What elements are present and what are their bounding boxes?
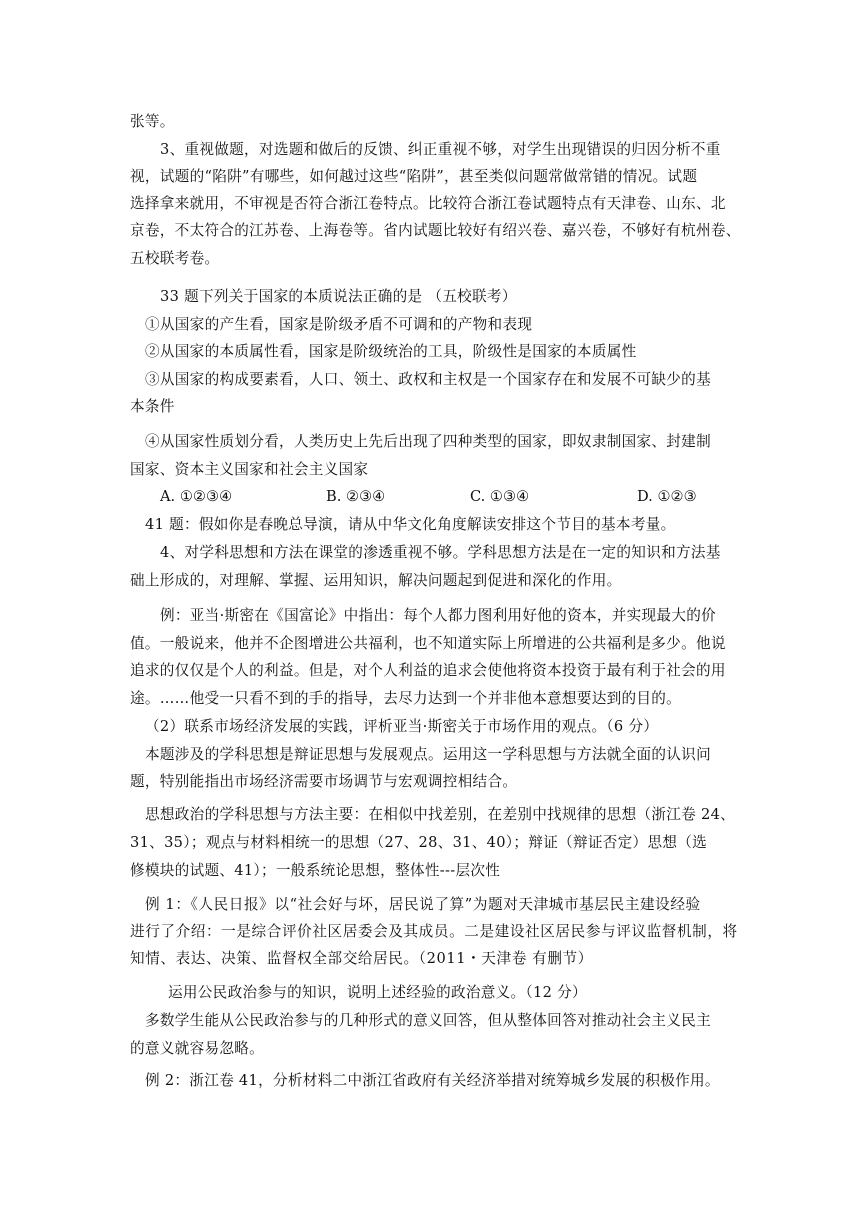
text-line: ④从国家性质划分看，人类历史上先后出现了四种类型的国家，即奴隶制国家、封建制: [145, 433, 711, 450]
text-line: 修模块的试题、41）；一般系统论思想，整体性---层次性: [130, 862, 501, 879]
text-line: 多数学生能从公民政治参与的几种形式的意义回答，但从整体回答对推动社会主义民主: [145, 1012, 711, 1029]
option-a: A. ①②③④: [160, 488, 233, 505]
text-line: 进行了介绍：一是综合评价社区居委会及其成员。二是建设社区居民参与评议监督机制，将: [130, 923, 738, 940]
text-line: 五校联考卷。: [130, 250, 220, 267]
text-line: 例 2：浙江卷 41，分析材料二中浙江省政府有关经济举措对统筹城乡发展的积极作用。: [145, 1072, 720, 1089]
option-c: C. ①③④: [470, 488, 530, 505]
text-line: 本题涉及的学科思想是辩证思想与发展观点。运用这一学科思想与方法就全面的认识问: [145, 746, 711, 763]
text-line: （2）联系市场经济发展的实践，评析亚当·斯密关于市场作用的观点。（6 分）: [145, 718, 659, 735]
text-line: 运用公民政治参与的知识，说明上述经验的政治意义。（12 分）: [168, 984, 587, 1001]
text-line: 例 1：《人民日报》以“社会好与坏，居民说了算”为题对天津城市基层民主建设经验: [145, 896, 701, 913]
text-line: 思想政治的学科思想与方法主要：在相似中找差别，在差别中找规律的思想（浙江卷 24、: [145, 806, 736, 823]
text-line: 国家、资本主义国家和社会主义国家: [130, 461, 369, 478]
text-line: 41 题：假如你是春晚总导演，请从中华文化角度解读安排这个节目的基本考量。: [145, 516, 676, 533]
text-line: 例：亚当·斯密在《国富论》中指出：每个人都力图利用好他的资本，并实现最大的价: [160, 607, 717, 624]
text-line: 视，试题的“陷阱”有哪些，如何越过这些“陷阱”，甚至类似问题常做常错的情况。试题: [130, 168, 698, 185]
text-line: 知情、表达、决策、监督权全部交给居民。（2011・天津卷 有删节）: [130, 950, 593, 967]
text-line: 础上形成的，对理解、掌握、运用知识，解决问题起到促进和深化的作用。: [130, 572, 622, 589]
text-line: 张等。: [130, 113, 175, 130]
text-line: 京卷，不太符合的江苏卷、上海卷等。省内试题比较好有绍兴卷、嘉兴卷，不够好有杭州卷、: [130, 222, 741, 239]
text-line: 本条件: [130, 398, 175, 415]
text-line: 3、重视做题，对选题和做后的反馈、纠正重视不够，对学生出现错误的归因分析不重: [160, 141, 721, 158]
option-d: D. ①②③: [637, 488, 697, 505]
option-b: B. ②③④: [326, 488, 386, 505]
answer-options: [160, 487, 720, 507]
text-line: 4、对学科思想和方法在课堂的渗透重视不够。学科思想方法是在一定的知识和方法基: [160, 544, 721, 561]
text-line: 选择拿来就用，不审视是否符合浙江卷特点。比较符合浙江卷试题特点有天津卷、山东、北: [130, 195, 726, 212]
text-line: 33 题下列关于国家的本质说法正确的是 （五校联考）: [160, 288, 517, 305]
text-line: 的意义就容易忽略。: [130, 1040, 265, 1057]
text-line: 值。一般说来，他并不企图增进公共福利，也不知道实际上所增进的公共福利是多少。他说: [130, 635, 726, 652]
text-line: 途。……他受一只看不到的手的指导，去尽力达到一个并非他本意想要达到的目的。: [130, 690, 682, 707]
text-line: 题，特别能指出市场经济需要市场调节与宏观调控相结合。: [130, 773, 518, 790]
text-line: ②从国家的本质属性看，国家是阶级统治的工具，阶级性是国家的本质属性: [145, 343, 637, 360]
text-line: ③从国家的构成要素看，人口、领土、政权和主权是一个国家存在和发展不可缺少的基: [145, 371, 711, 388]
text-line: 31、35）；观点与材料相统一的思想（27、28、31、40）；辩证（辩证否定）思想（选: [130, 834, 708, 851]
text-line: ①从国家的产生看，国家是阶级矛盾不可调和的产物和表现: [145, 316, 533, 333]
text-line: 追求的仅仅是个人的利益。但是，对个人利益的追求会使他将资本投资于最有利于社会的用: [130, 662, 726, 679]
